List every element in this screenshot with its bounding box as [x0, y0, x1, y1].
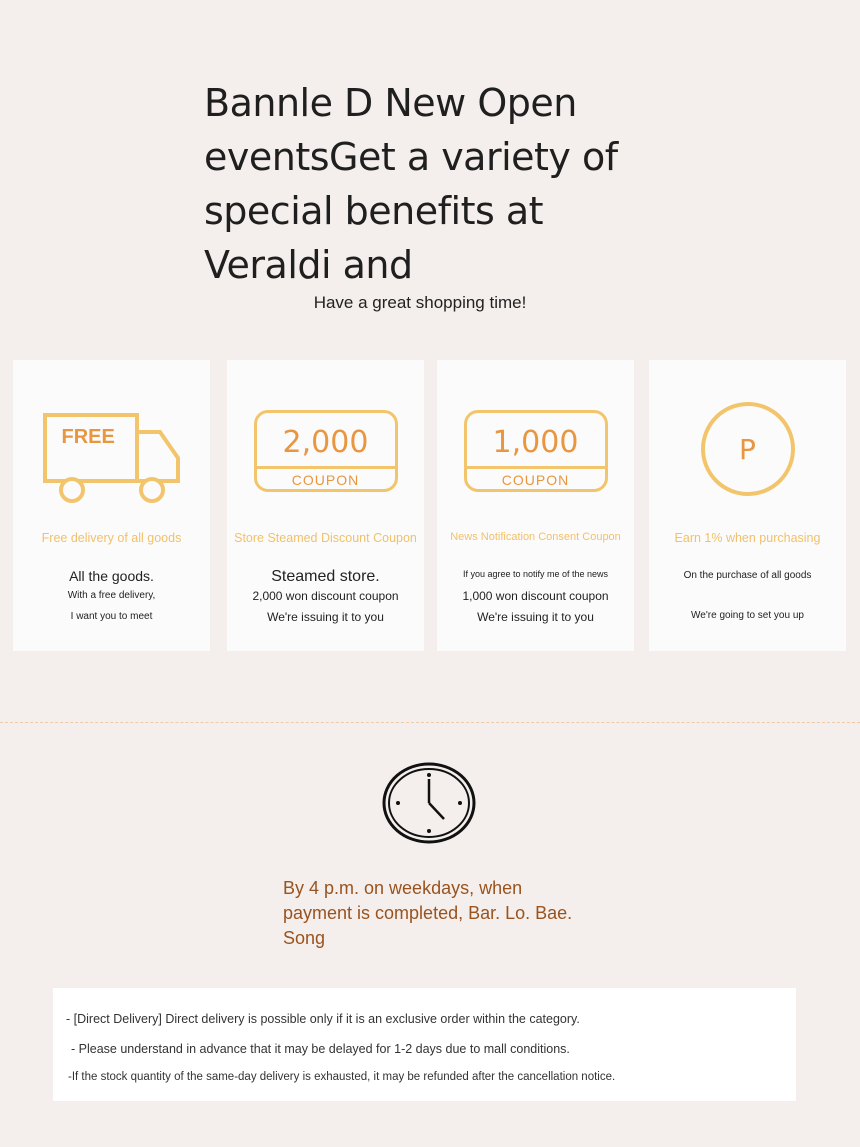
card-line: 2,000 won discount coupon — [252, 589, 399, 603]
benefit-card-free-delivery — [13, 360, 210, 651]
coupon-amount: 1,000 — [492, 425, 579, 460]
notice-line: -If the stock quantity of the same-day delivery is exhausted, it may be refunded after the cancellation notice. — [68, 1071, 616, 1083]
points-icon-text: P — [739, 432, 756, 466]
free-icon-text: FREE — [61, 426, 115, 448]
card-line: On the purchase of all goods — [683, 570, 812, 581]
card-line: All the goods. — [69, 568, 154, 584]
card-line: With a free delivery, — [67, 590, 156, 601]
card-line: Steamed store. — [271, 568, 380, 585]
coupon-icon — [464, 410, 608, 492]
points-icon — [701, 402, 795, 496]
card-title: Store Steamed Discount Coupon — [234, 531, 417, 545]
card-title: Free delivery of all goods — [41, 531, 182, 545]
coupon-label: COUPON — [501, 472, 570, 488]
benefit-card-store-coupon — [227, 360, 424, 651]
hero-subtitle: Have a great shopping time! — [313, 293, 527, 312]
delivery-truck-icon — [42, 412, 182, 508]
card-line: 1,000 won discount coupon — [462, 589, 609, 603]
notice-box — [53, 988, 796, 1101]
card-line: If you agree to notify me of the news — [462, 569, 609, 579]
clock-icon — [382, 761, 478, 850]
coupon-label: COUPON — [291, 472, 360, 488]
delivery-note: By 4 p.m. on weekdays, when payment is completed, Bar. Lo. Bae. Song — [283, 878, 573, 948]
card-title: Earn 1% when purchasing — [674, 531, 821, 545]
benefit-card-news-coupon — [437, 360, 634, 651]
card-line: We're going to set you up — [691, 610, 804, 621]
section-divider — [0, 722, 860, 723]
coupon-amount: 2,000 — [282, 425, 369, 460]
hero-title: Bannle D New Open eventsGet a variety of special benefits at Veraldi and — [204, 81, 618, 287]
card-title: News Notification Consent Coupon — [450, 531, 621, 543]
notice-line: - [Direct Delivery] Direct delivery is possible only if it is an exclusive order within the category. — [66, 1012, 580, 1026]
notice-line: - Please understand in advance that it may be delayed for 1-2 days due to mall conditions. — [71, 1042, 570, 1056]
coupon-icon — [254, 410, 398, 492]
card-line: We're issuing it to you — [477, 610, 594, 624]
card-line: We're issuing it to you — [267, 610, 384, 624]
card-line: I want you to meet — [70, 611, 153, 622]
benefit-card-points — [649, 360, 846, 651]
